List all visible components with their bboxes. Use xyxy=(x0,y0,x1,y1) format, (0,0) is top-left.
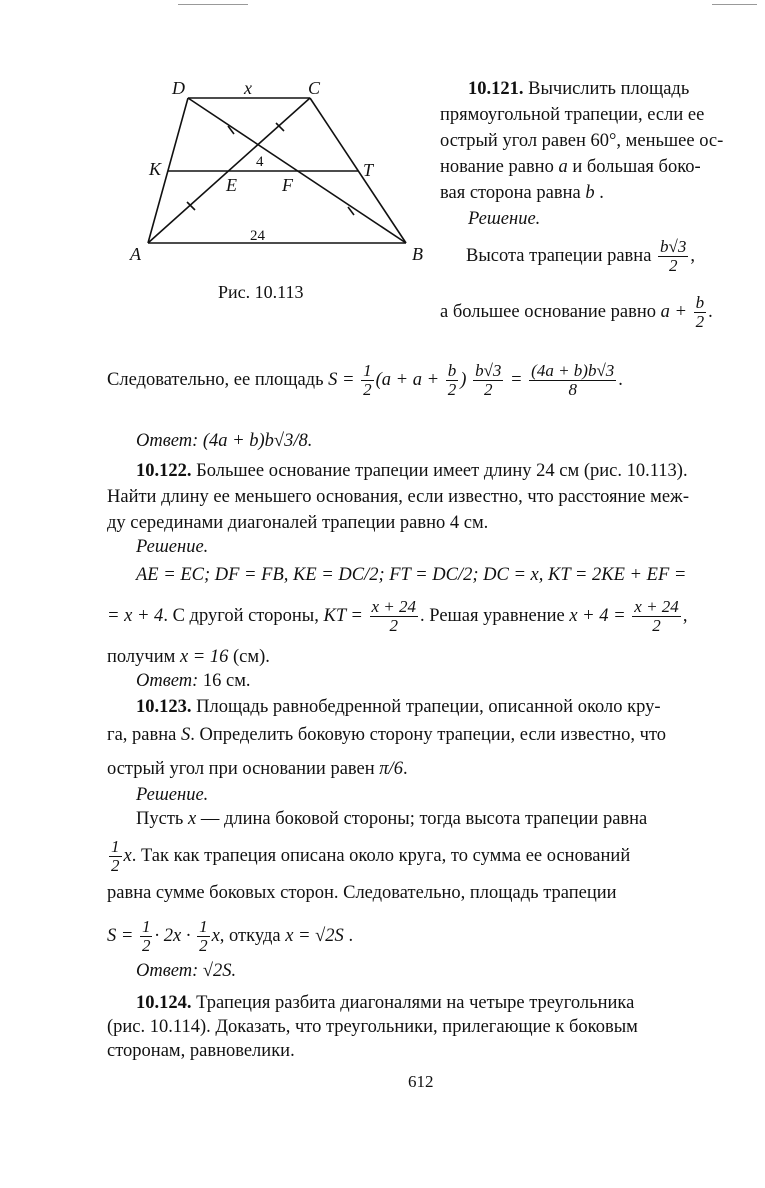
problem-122-line2: Найти длину ее меньшего основания, если известно, что расстояние меж- xyxy=(107,487,689,507)
problem-121-base: а большее основание равно a + $\frac{b}{2}$ . xyxy=(440,293,713,331)
problem-122-line3: ду серединами диагоналей трапеции равно 4 см. xyxy=(107,513,489,533)
page-number: 612 xyxy=(408,1072,434,1091)
problem-124-line1: 10.124. Трапеция разбита диагоналями на четыре треугольника xyxy=(136,993,635,1013)
problem-122-equation1: AE = EC; DF = FB, KE = DC/2; FT = DC/2; DC = x, KT = 2KE + EF = xyxy=(136,565,687,585)
problem-123-line2: га, равна S. Определить боковую сторону трапеции, если известно, что xyxy=(107,725,667,745)
figure-caption: Рис. 10.113 xyxy=(218,282,304,302)
problem-123-answer: Ответ: √2S. xyxy=(136,961,237,981)
problem-121-line1: 10.121. Вычислить площадь xyxy=(468,79,690,99)
problem-122-solution-label: Решение. xyxy=(136,537,209,557)
problem-121-answer: Ответ: (4a + b)b√3/8. xyxy=(136,431,313,451)
problem-123-sol2: $\frac{1}{2}$ x. Так как трапеция описана около круга, то сумма ее оснований xyxy=(111,837,631,875)
problem-123-sol1: Пусть x — длина боковой стороны; тогда высота трапеции равна xyxy=(136,809,648,829)
problem-121-number: 10.121. xyxy=(468,79,524,99)
problem-122-result: получим x = 16 (см). xyxy=(107,647,270,667)
problem-123-number: 10.123. xyxy=(136,697,192,717)
problem-122-equation2: = x + 4. С другой стороны, KT = $\frac{x + 24}{2}$ . Решая уравнение x + 4 = $\frac{x + 24}{2}$ , xyxy=(107,597,688,635)
label-f: F xyxy=(282,175,293,195)
problem-121-height: Высота трапеции равна $\frac{b√3}{2}$ , xyxy=(466,237,696,275)
problem-124-line2: (рис. 10.114). Доказать, что треугольники, прилегающие к боковым xyxy=(107,1017,638,1037)
problem-124-number: 10.124. xyxy=(136,993,192,1013)
problem-123-solution-label: Решение. xyxy=(136,785,209,805)
label-k: K xyxy=(149,159,162,179)
label-t: T xyxy=(363,160,374,180)
problem-123-sol3: равна сумме боковых сторон. Следовательно, площадь трапеции xyxy=(107,883,617,903)
problem-121-area: Следовательно, ее площадь S = $\frac{1}{2}$ (a + a + $\frac{b}{2}$ ) $\frac{b√3}{2}$ = $\frac{(4a + b)b√3}{8}$ . xyxy=(107,361,623,399)
label-b: B xyxy=(412,244,423,264)
problem-121-line2: прямоугольной трапеции, если ее xyxy=(440,105,705,125)
problem-122-number: 10.122. xyxy=(136,461,192,481)
label-ab-length: 24 xyxy=(250,228,265,244)
problem-121-line3: острый угол равен 60°, меньшее ос- xyxy=(440,131,724,151)
label-ef-length: 4 xyxy=(256,154,264,170)
scan-mark-right xyxy=(712,4,757,5)
problem-121-line5: вая сторона равна b . xyxy=(440,183,604,203)
label-d: D xyxy=(172,78,185,98)
problem-123-line1: 10.123. Площадь равнобедренной трапеции, описанной около кру- xyxy=(136,697,661,717)
problem-123-line3: острый угол при основании равен π/6. xyxy=(107,759,408,779)
problem-121-solution-label: Решение. xyxy=(468,209,541,229)
scan-mark-left xyxy=(178,4,248,5)
label-c: C xyxy=(308,78,321,98)
label-top-x: x xyxy=(244,78,252,98)
problem-122-line1: 10.122. Большее основание трапеции имеет длину 24 см (рис. 10.113). xyxy=(136,461,688,481)
problem-123-sol4: S = $\frac{1}{2}$ · 2x · $\frac{1}{2}$ x, откуда x = √2S . xyxy=(107,917,354,955)
label-e: E xyxy=(226,175,237,195)
problem-122-answer: Ответ: 16 см. xyxy=(136,671,251,691)
problem-121-line4: нование равно a и большая боко- xyxy=(440,157,701,177)
label-a: A xyxy=(130,244,141,264)
problem-124-line3: сторонам, равновелики. xyxy=(107,1041,295,1061)
trapezoid-figure xyxy=(120,70,430,270)
